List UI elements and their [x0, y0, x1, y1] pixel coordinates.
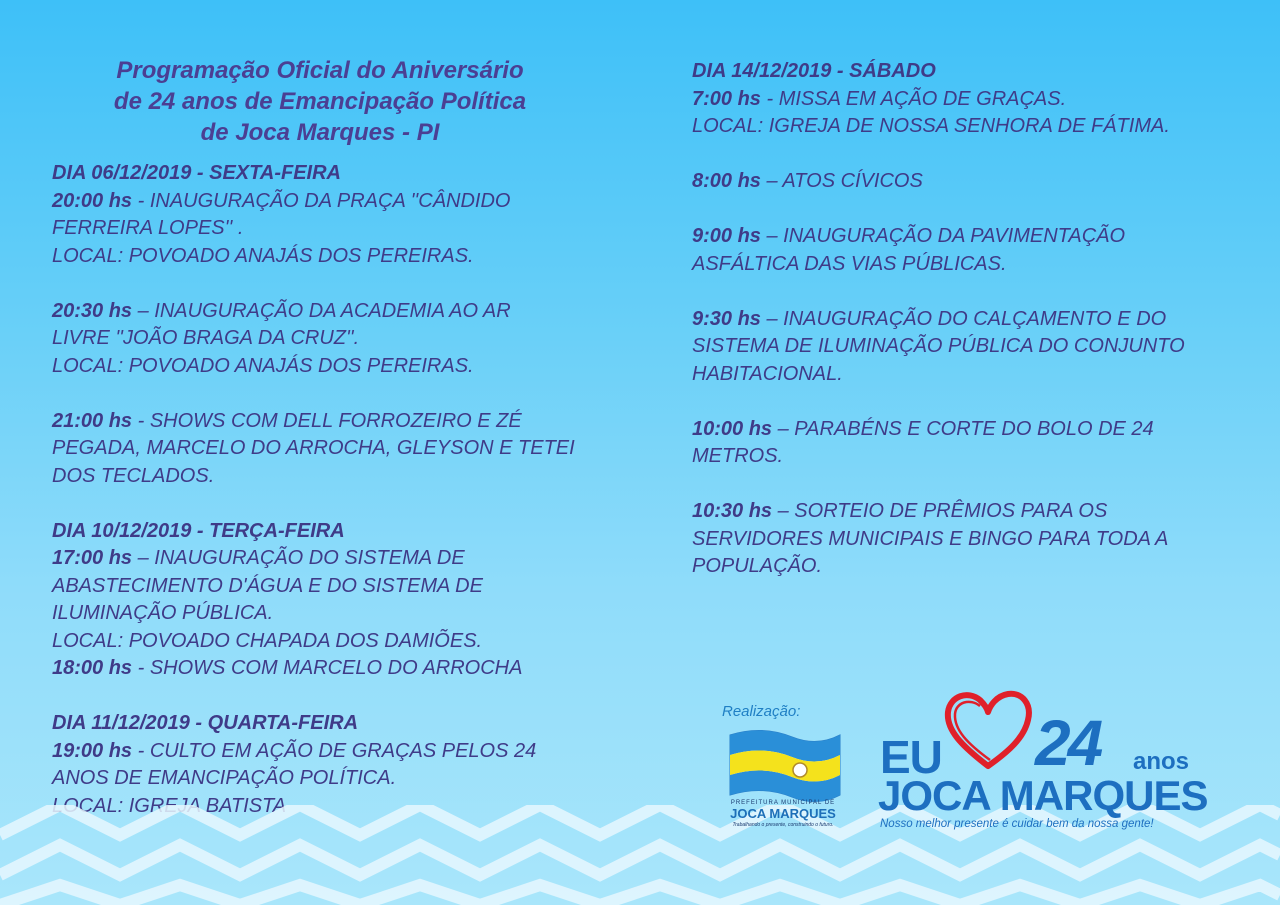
title-line: de 24 anos de Emancipação Política — [113, 88, 527, 115]
schedule-line — [52, 600, 612, 628]
spacer — [52, 490, 612, 518]
schedule-line — [52, 655, 612, 683]
event-text: – INAUGURAÇÃO DA ACADEMIA AO AR — [132, 299, 511, 322]
page-title — [60, 55, 580, 148]
schedule-line — [692, 168, 1252, 196]
schedule-line — [692, 223, 1252, 251]
event-text: METROS. — [692, 445, 784, 467]
event-text: PEGADA, MARCELO DO ARROCHA, GLEYSON E TETEI — [52, 437, 575, 459]
event-text: LOCAL: IGREJA BATISTA — [52, 794, 287, 817]
schedule-line — [52, 463, 612, 491]
city-name: JOCA MARQUES — [878, 772, 1208, 819]
spacer — [692, 196, 1252, 224]
event-text: – PARABÉNS E CORTE DO BOLO DE 24 — [772, 417, 1154, 440]
day-heading: DIA 06/12/2019 - SEXTA-FEIRA — [52, 162, 341, 184]
event-text: – SORTEIO DE PRÊMIOS PARA OS — [772, 500, 1108, 522]
schedule-line — [692, 443, 1252, 471]
schedule-line — [52, 765, 612, 793]
event-text: ANOS DE EMANCIPAÇÃO POLÍTICA. — [52, 767, 397, 789]
event-text: LOCAL: POVOADO CHAPADA DOS DAMIÕES. — [52, 629, 483, 652]
eu-text: EU — [880, 731, 942, 783]
schedule-line — [52, 353, 612, 381]
event-time: 9:30 hs — [692, 307, 761, 330]
event-time: 20:00 hs — [52, 189, 133, 212]
event-text: – INAUGURAÇÃO DO CALÇAMENTO E DO — [760, 307, 1167, 330]
schedule-line — [52, 435, 612, 463]
event-text: - INAUGURAÇÃO DA PRAÇA ''CÂNDIDO — [132, 189, 511, 212]
schedule-line — [52, 738, 612, 766]
event-text: – ATOS CÍVICOS — [760, 170, 923, 192]
event-time: 8:00 hs — [692, 170, 761, 192]
event-time: 17:00 hs — [52, 547, 133, 569]
event-text: – INAUGURAÇÃO DO SISTEMA DE — [132, 547, 465, 569]
event-text: – INAUGURAÇÃO DA PAVIMENTAÇÃO — [760, 225, 1126, 247]
event-text: ASFÁLTICA DAS VIAS PÚBLICAS. — [692, 252, 1007, 275]
title-line: de Joca Marques - PI — [200, 119, 440, 146]
event-text: - SHOWS COM DELL FORROZEIRO E ZÉ — [132, 409, 522, 432]
event-text: SERVIDORES MUNICIPAIS E BINGO PARA TODA A — [692, 527, 1169, 550]
event-time: 7:00 hs — [692, 87, 761, 110]
event-time: 20:30 hs — [52, 299, 133, 322]
event-time: 10:30 hs — [692, 500, 773, 522]
day-heading: DIA 10/12/2019 - TERÇA-FEIRA — [52, 519, 345, 542]
event-text: LOCAL: IGREJA DE NOSSA SENHORA DE FÁTIMA. — [692, 115, 1170, 137]
anos-text: anos — [1133, 748, 1190, 775]
schedule-line — [692, 361, 1252, 389]
event-text: ABASTECIMENTO D'ÁGUA E DO SISTEMA DE — [52, 574, 483, 597]
event-time: 9:00 hs — [692, 225, 761, 247]
schedule-line — [52, 545, 612, 573]
schedule-line — [52, 573, 612, 601]
event-text: LIVRE ''JOÃO BRAGA DA CRUZ''. — [52, 327, 360, 349]
schedule-line — [692, 526, 1252, 554]
prefeitura-slogan: Trabalhando o presente, construindo o futuro. — [732, 822, 834, 828]
prefeitura-name: JOCA MARQUES — [730, 806, 836, 821]
schedule-line — [692, 333, 1252, 361]
spacer — [692, 278, 1252, 306]
schedule-line — [692, 306, 1252, 334]
heart-icon — [942, 686, 1034, 776]
schedule-line — [692, 251, 1252, 279]
spacer — [52, 270, 612, 298]
event-text: FERREIRA LOPES'' . — [52, 217, 244, 239]
schedule-left-column — [52, 160, 612, 820]
day-heading: DIA 11/12/2019 - QUARTA-FEIRA — [52, 712, 359, 734]
title-line: Programação Oficial do Aniversário — [116, 57, 524, 84]
schedule-line — [692, 553, 1252, 581]
schedule-line — [52, 243, 612, 271]
event-time: 19:00 hs — [52, 739, 133, 762]
day-heading: DIA 14/12/2019 - SÁBADO — [692, 60, 936, 82]
event-text: SISTEMA DE ILUMINAÇÃO PÚBLICA DO CONJUNTO — [692, 335, 1185, 357]
spacer — [52, 683, 612, 711]
schedule-line — [52, 325, 612, 353]
event-text: - MISSA EM AÇÃO DE GRAÇAS. — [760, 87, 1067, 110]
event-text: ILUMINAÇÃO PÚBLICA. — [52, 602, 274, 624]
event-text: HABITACIONAL. — [692, 362, 843, 385]
schedule-right-column — [692, 58, 1252, 581]
schedule-line — [52, 298, 612, 326]
schedule-line — [52, 215, 612, 243]
event-text: LOCAL: POVOADO ANAJÁS DOS PEREIRAS. — [52, 354, 474, 377]
schedule-line — [52, 408, 612, 436]
schedule-line — [692, 86, 1252, 114]
prefeitura-label: PREFEITURA MUNICIPAL DE — [730, 800, 836, 806]
schedule-line — [52, 188, 612, 216]
event-text: DOS TECLADOS. — [52, 464, 215, 487]
schedule-line — [692, 416, 1252, 444]
anniversary-number: 24 — [1035, 707, 1101, 779]
spacer — [692, 388, 1252, 416]
spacer — [692, 141, 1252, 169]
schedule-line — [692, 498, 1252, 526]
event-time: 18:00 hs — [52, 657, 133, 679]
event-text: LOCAL: POVOADO ANAJÁS DOS PEREIRAS. — [52, 244, 474, 267]
tagline: Nosso melhor presente é cuidar bem da nossa gente! — [880, 818, 1154, 830]
schedule-line — [52, 628, 612, 656]
event-text: - CULTO EM AÇÃO DE GRAÇAS PELOS 24 — [132, 739, 537, 762]
event-text: POPULAÇÃO. — [692, 555, 823, 577]
realizacao-label: Realização: — [722, 703, 801, 720]
event-time: 21:00 hs — [52, 409, 133, 432]
schedule-line — [692, 113, 1252, 141]
event-text: - SHOWS COM MARCELO DO ARROCHA — [132, 657, 523, 679]
spacer — [692, 471, 1252, 499]
spacer — [52, 380, 612, 408]
event-time: 10:00 hs — [692, 417, 773, 440]
